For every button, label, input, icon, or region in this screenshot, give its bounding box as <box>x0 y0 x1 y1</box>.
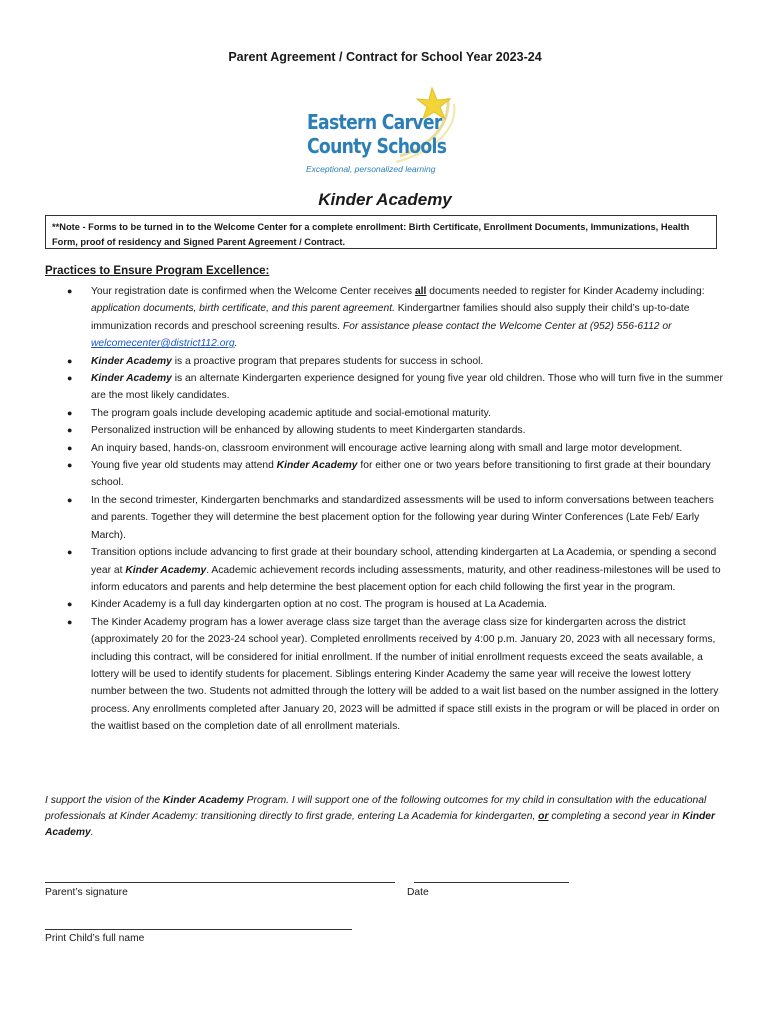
list-item: ● The program goals include developing academic aptitude and social-emotional maturity. <box>45 405 725 422</box>
bullet-text: for either one or two years before transitioning to first grade at their boundary school. <box>91 460 711 489</box>
logo-tagline: Exceptional, personalized learning <box>306 164 436 174</box>
list-item: ● The Kinder Academy program has a lower average class size target than the average class size for kindergarten across the district (approximately 20 for the 2023-24 school year). Completed enrollments received by 4:00 p.m. January 20, 2023 with all necessary forms, including this contract, will be considered for initial enrollment. If the number of initial enrollment requests exceed the seats available, a lottery will be used to identify students for placement. Siblings entering Kinder Academy the same year will receive the lowest lottery number between the two. Students not admitted through the lottery will be added to a wait list based on the number assigned in the lottery process. Any enrollments completed after January 20, 2023 will be admitted if space still exists in the program or will be placed in order on the waitlist based on the completion date of all enrollment materials. <box>45 614 725 736</box>
list-item: ● Kinder Academy is a full day kindergarten option at no cost. The program is housed at La Academia. <box>45 596 725 613</box>
support-text: I support the vision of the <box>45 795 163 806</box>
support-emphasis: or <box>538 811 549 822</box>
bullet-text: is an alternate Kindergarten experience designed for young five year old children. Those who will turn five in the summer are the most likely candidates. <box>91 373 723 402</box>
date-line[interactable] <box>414 882 569 883</box>
bullet-text: Kindergartner families should also supply their child’s up-to-date immunization records and preschool screening results. <box>91 303 690 332</box>
list-item <box>45 370 725 405</box>
logo-line-2: County Schools <box>307 134 447 158</box>
list-item: ● An inquiry based, hands-on, classroom environment will encourage active learning along with small and large motor development. <box>45 440 725 457</box>
support-text: . <box>90 827 94 838</box>
practices-list <box>45 283 725 736</box>
list-item: ● Personalized instruction will be enhanced by allowing students to meet Kindergarten standards. <box>45 422 725 439</box>
email-link[interactable]: welcomecenter@district112.org <box>91 338 235 350</box>
list-item <box>45 544 725 596</box>
list-item <box>45 283 725 353</box>
child-name-label: Print Child’s full name <box>45 933 145 944</box>
program-name: Kinder Academy <box>91 355 172 367</box>
program-name: Kinder Academy <box>276 460 358 472</box>
parent-signature-label: Parent’s signature <box>45 887 128 898</box>
bullet-text: . Academic achievement records including assessments, maturity, and other readiness-milestones will be used to inform educators and parents and help determine the best placement option for each child following the first year in the program. <box>91 564 721 593</box>
program-title: Kinder Academy <box>318 190 452 209</box>
parent-signature-line[interactable] <box>45 882 395 883</box>
program-name: Kinder Academy <box>45 811 716 838</box>
document-title: Parent Agreement / Contract for School Year 2023-24 <box>228 50 542 64</box>
logo-line-1: Eastern Carver <box>307 110 442 134</box>
enrollment-note: **Note - Forms to be turned in to the Welcome Center for a complete enrollment: Birth Certificate, Enrollment Documents, Immunizations, Health Form, proof of residency and Signed Parent Agreement / Contract. <box>45 215 717 249</box>
district-logo <box>305 86 470 178</box>
list-item: ● In the second trimester, Kindergarten benchmarks and standardized assessments will be used to inform conversations between teachers and parents. Together they will determine the best placement option for the following year during Winter Conferences (Late Feb/ Early March). <box>45 492 725 544</box>
program-name: Kinder Academy <box>162 795 244 806</box>
program-name: Kinder Academy <box>91 373 172 385</box>
support-text: Program. I will support one of the following outcomes for my child in consultation with the educational professionals at Kinder Academy: transitioning directly to first grade, entering La Academia for kindergarten, <box>45 795 707 822</box>
bullet-text: . <box>234 338 238 350</box>
bullet-italic: application documents, birth certificate, and this parent agreement. <box>91 303 395 315</box>
bullet-text: Your registration date is confirmed when the Welcome Center receives <box>91 286 415 297</box>
bullet-text: is a proactive program that prepares students for success in school. <box>171 355 484 367</box>
support-text: completing a second year in <box>548 811 683 822</box>
section-heading: Practices to Ensure Program Excellence: <box>45 265 270 277</box>
list-item <box>45 353 725 370</box>
bullet-italic: For assistance please contact the Welcome Center at (952) 556-6112 or <box>342 320 672 332</box>
support-statement <box>45 793 725 841</box>
bullet-text: documents needed to register for Kinder Academy including: <box>426 286 705 297</box>
bullet-text: Transition options include advancing to first grade at their boundary school, attending kindergarten at La Academia, or spending a second year at <box>91 547 717 576</box>
program-name: Kinder Academy <box>125 564 207 576</box>
child-name-line[interactable] <box>45 929 352 930</box>
bullet-text: Young five year old students may attend <box>91 460 277 472</box>
date-label: Date <box>407 887 429 898</box>
bullet-emphasis: all <box>414 286 427 297</box>
list-item <box>45 457 725 492</box>
